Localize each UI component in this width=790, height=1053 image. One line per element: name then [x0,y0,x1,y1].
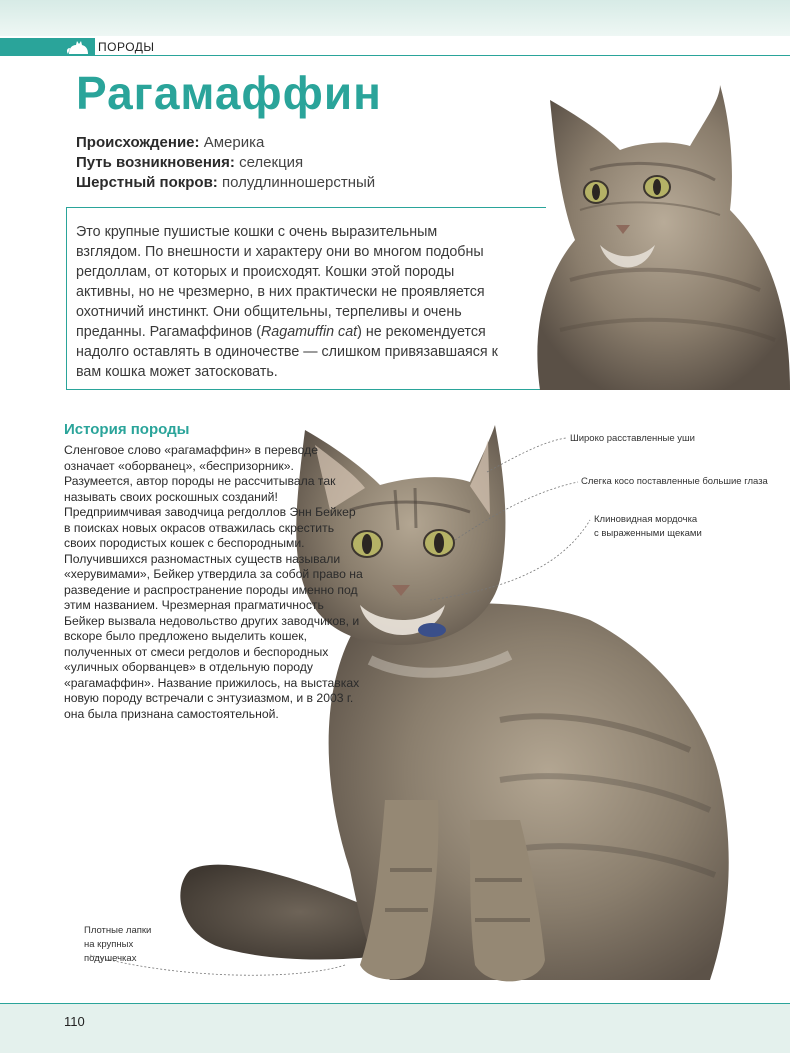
fact-label: Происхождение: [76,134,200,151]
callout-muzzle [594,513,702,541]
section-label: ПОРОДЫ [98,40,155,54]
footer-band [0,1003,790,1053]
intro-frame-left [66,207,67,390]
fact-value: полудлинношерстный [221,174,376,191]
section-header-rule [0,55,790,56]
callout-muzzle-line2: с выраженными щеками [594,528,702,539]
cat-silhouette-icon [66,39,92,55]
section-header [0,38,790,56]
intro-latin-name: Ragamuffin cat [260,324,358,340]
intro-text-end: ) не рекомендуется надолго оставлять в одиночестве — слишком привязавшаяся к вам кошка может затосковать. [76,324,498,380]
callout-paws-line1: Плотные лапки [84,925,152,936]
cat-portrait-image [530,80,790,390]
page-number: 110 [64,1014,85,1029]
fact-method [76,153,375,173]
footer-rule [0,1003,790,1004]
callout-ears: Широко расставленные уши [570,433,695,444]
history-paragraph: Сленговое слово «рагамаффин» в переводе означает «оборванец», «беспризорник». Разумеется, автор породы не рассчитывала так называть своих роскошных созданий! Предприимчивая заводчица регдоллов Энн Бейкер в поисках новых окрасов отважилась скрестить своих породистых кошек с беспородными. Получившихся разномастных существ называли «херувимами», Бейкер утвердила за собой право на разведение и распространение породы именно под этим названием. Чрезмерная прагматичность Бейкер вызвала недовольство других заводчиков, и вскоре было предложено выделить кошек, полученных от смеси регдолов и беспородных «уличных оборванцев» в отдельную породу «рагамаффин». Название прижилось, на выставках новую породу встречали с энтузиазмом, и в 2003 г. она была признана самостоятельной. [64,443,363,721]
intro-frame-top [66,207,546,208]
breed-title: Рагамаффин [76,67,382,119]
intro-text-start: Это крупные пушистые кошки с очень выразительным взглядом. По внешности и характеру они во многом подобны регдоллам, от которых и происходят. Кошки этой породы активны, но не чрезмерно, в них практически не проявляется охотничий инстинкт. Они общительны, терпеливы и очень преданны. Рагамаффинов ( [76,224,485,340]
callout-eyes: Слегка косо поставленные большие глаза [581,476,768,487]
fact-value: Америка [203,134,265,151]
top-decorative-band [0,0,790,36]
history-heading: История породы [64,421,190,438]
fact-label: Шерстный покров: [76,174,218,191]
callout-paws [84,924,151,966]
fact-label: Путь возникновения: [76,154,235,171]
callout-paws-line3: подушечках [84,953,137,964]
intro-paragraph [76,222,506,382]
fact-value: селекция [239,154,304,171]
callout-muzzle-line1: Клиновидная мордочка [594,514,698,525]
fact-coat [76,173,375,193]
callout-paws-line2: на крупных [84,939,134,950]
fact-origin [76,133,375,153]
breed-facts [76,133,375,193]
